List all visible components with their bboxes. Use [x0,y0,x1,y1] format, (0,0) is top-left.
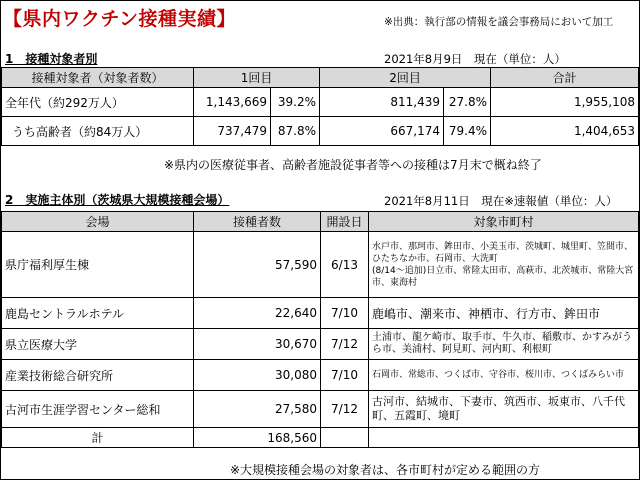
total-count: 168,560 [194,428,321,448]
dose2-pct: 79.4% [444,117,491,146]
venue-opened: 7/12 [321,329,369,360]
dose1-pct: 87.8% [271,117,320,146]
row-label: うち高齢者（約84万人） [2,117,194,146]
total-opened-empty [321,428,369,448]
section1-header-row [2,68,639,88]
dose2-pct: 27.8% [444,88,491,117]
venue-targets: 石岡市、常総市、つくば市、守谷市、桜川市、つくばみらい市 [369,360,639,391]
total-targets-empty [369,428,639,448]
dose1-count: 1,143,669 [194,88,271,117]
table-row [2,232,639,298]
dose2-count: 811,439 [320,88,444,117]
col-targets: 対象市町村 [369,212,639,232]
col-dose1: 1回目 [194,68,320,88]
table-row [2,391,639,428]
venue-targets: 土浦市、龍ケ崎市、取手市、牛久市、稲敷市、かすみがうら市、美浦村、阿見町、河内町、利根町 [369,329,639,360]
dose2-count: 667,174 [320,117,444,146]
col-count: 接種者数 [194,212,321,232]
section1-note: ※県内の医療従事者、高齢者施設従事者等への接種は7月末で概ね終了 [164,158,542,172]
venue-opened: 7/10 [321,360,369,391]
venue-count: 30,080 [194,360,321,391]
section2-heading: 2 実施主体別（茨城県大規模接種会場） [5,193,230,207]
section1-as-of: 2021年8月9日 現在（単位：人） [384,52,566,66]
venue-opened: 7/10 [321,298,369,329]
col-opened: 開設日 [321,212,369,232]
dose1-count: 737,479 [194,117,271,146]
row-label: 全年代（約292万人） [2,88,194,117]
venue-opened: 7/12 [321,391,369,428]
venue-name: 産業技術総合研究所 [2,360,194,391]
section1-table [1,67,639,146]
venue-targets: 水戸市、那珂市、鉾田市、小美玉市、茨城町、城里町、笠間市、ひたちなか市、石岡市、大洗町 (8/14～追加)日立市、常陸太田市、高萩市、北茨城市、常陸大宮市、東海村 [369,232,639,298]
table-row [2,117,639,146]
section2-table [1,211,639,448]
section2-header-row [2,212,639,232]
table-row [2,88,639,117]
venue-count: 57,590 [194,232,321,298]
col-target: 接種対象者（対象者数） [2,68,194,88]
venue-name: 県立医療大学 [2,329,194,360]
total-label: 計 [2,428,194,448]
venue-count: 27,580 [194,391,321,428]
venue-count: 30,670 [194,329,321,360]
venue-targets: 鹿嶋市、潮来市、神栖市、行方市、鉾田市 [369,298,639,329]
page-title: 【県内ワクチン接種実績】 [3,8,237,30]
section2-note: ※大規模接種会場の対象者は、各市町村が定める範囲の方 [230,463,541,477]
table-row [2,360,639,391]
col-dose2: 2回目 [320,68,491,88]
total-count: 1,404,653 [491,117,639,146]
source-note: ※出典：執行部の情報を議会事務局において加工 [384,16,614,28]
col-venue: 会場 [2,212,194,232]
section2-as-of: 2021年8月11日 現在※速報値（単位：人） [384,194,618,208]
table-row [2,298,639,329]
col-total: 合計 [491,68,639,88]
venue-opened: 6/13 [321,232,369,298]
total-count: 1,955,108 [491,88,639,117]
dose1-pct: 39.2% [271,88,320,117]
venue-targets: 古河市、結城市、下妻市、筑西市、坂東市、八千代町、五霞町、境町 [369,391,639,428]
table-row [2,329,639,360]
venue-name: 古河市生涯学習センター総和 [2,391,194,428]
venue-count: 22,640 [194,298,321,329]
venue-name: 鹿島セントラルホテル [2,298,194,329]
venue-name: 県庁福利厚生棟 [2,232,194,298]
section1-heading: 1 接種対象者別 [5,52,98,66]
total-row [2,428,639,448]
